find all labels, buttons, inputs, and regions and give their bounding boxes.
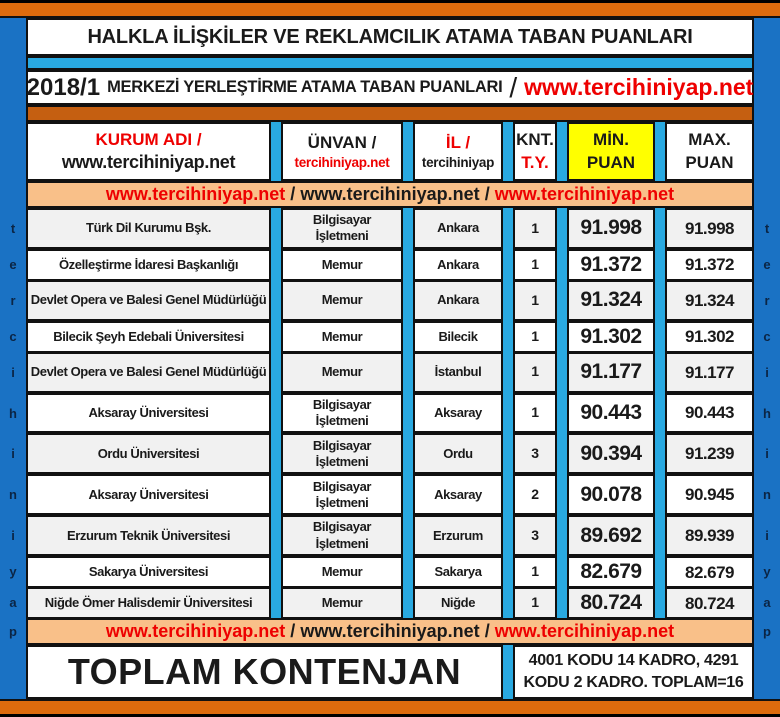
cell-kurum: Aksaray Üniversitesi	[26, 474, 271, 515]
cell-max-puan: 91.239	[665, 433, 754, 474]
left-margin-letter	[0, 352, 26, 393]
footer-kadro-note-line1: 4001 KODU 14 KADRO, 4291	[528, 652, 739, 670]
footer-row	[0, 645, 780, 699]
cell-unvan: Bilgisayar İşletmeni	[281, 474, 403, 515]
subtitle-website-url: www.tercihiniyap.net	[524, 74, 754, 100]
cell-max-puan: 89.939	[665, 515, 754, 556]
cell-kurum: Aksaray Üniversitesi	[26, 393, 271, 434]
cell-knt: 2	[513, 474, 557, 515]
side-letter-left: i	[11, 446, 15, 462]
table-row	[0, 587, 780, 618]
banner-url-2: www.tercihiniyap.net	[300, 621, 480, 641]
cell-il: İstanbul	[413, 352, 503, 393]
cell-unvan: Bilgisayar İşletmeni	[281, 433, 403, 474]
table-row	[0, 249, 780, 280]
right-margin-letter	[754, 474, 780, 515]
cell-il: Ordu	[413, 433, 503, 474]
cell-kurum: Ordu Üniversitesi	[26, 433, 271, 474]
cell-unvan: Memur	[281, 587, 403, 619]
cell-min-puan: 89.692	[567, 515, 655, 556]
right-margin-letter	[754, 433, 780, 474]
right-margin-letter	[754, 393, 780, 434]
table-row	[0, 208, 780, 249]
footer-toplam-kontenjan: TOPLAM KONTENJAN	[26, 645, 503, 699]
cell-il: Niğde	[413, 587, 503, 619]
banner-url-3: www.tercihiniyap.net	[494, 621, 675, 641]
column-header-il-url: tercihiniyap	[421, 154, 495, 170]
side-letter-left: r	[10, 292, 16, 308]
column-header-il-title: İL /	[445, 132, 471, 152]
table-body	[0, 208, 780, 618]
left-margin-letter	[0, 208, 26, 249]
banner-url-3: www.tercihiniyap.net	[494, 184, 675, 204]
banner-url-2: www.tercihiniyap.net	[300, 184, 480, 204]
left-margin-letter	[0, 618, 26, 645]
table-row	[0, 556, 780, 587]
table-row	[0, 280, 780, 321]
cell-kurum: Sakarya Üniversitesi	[26, 556, 271, 588]
side-letter-right: i	[765, 446, 769, 462]
side-letter-right: r	[764, 292, 770, 308]
right-margin-letter	[754, 515, 780, 556]
side-letter-right: p	[763, 624, 771, 639]
cell-max-puan: 91.177	[665, 352, 754, 393]
subtitle-year: 2018/1	[26, 73, 101, 101]
left-margin	[0, 122, 26, 181]
cell-knt: 3	[513, 433, 557, 474]
right-margin-letter	[754, 321, 780, 352]
side-letter-right: y	[763, 564, 771, 580]
cell-kurum: Devlet Opera ve Balesi Genel Müdürlüğü	[26, 280, 271, 321]
right-margin	[754, 181, 780, 208]
cell-unvan: Memur	[281, 321, 403, 353]
cell-min-puan: 91.177	[567, 352, 655, 393]
side-letter-right: c	[763, 328, 771, 344]
cell-knt: 1	[513, 393, 557, 434]
footer-kadro-note	[513, 645, 754, 699]
left-margin-letter	[0, 280, 26, 321]
column-header-max-puan	[665, 122, 754, 181]
url-banner-bottom	[0, 618, 780, 645]
side-letter-left: n	[9, 487, 17, 503]
table-row	[0, 433, 780, 474]
left-margin-letter	[0, 433, 26, 474]
url-banner-top	[0, 181, 780, 208]
column-header-knt-sub: T.Y.	[521, 152, 549, 172]
left-margin-letter	[0, 556, 26, 587]
cell-max-puan: 90.443	[665, 393, 754, 434]
side-letter-right: e	[763, 256, 771, 272]
top-orange-border	[0, 3, 780, 18]
cell-il: Aksaray	[413, 393, 503, 434]
cell-il: Ankara	[413, 280, 503, 321]
side-letter-left: h	[9, 405, 17, 421]
cell-kurum: Türk Dil Kurumu Bşk.	[26, 208, 271, 249]
cell-il: Erzurum	[413, 515, 503, 556]
left-margin-letter	[0, 249, 26, 280]
cell-kurum: Bilecik Şeyh Edebali Üniversitesi	[26, 321, 271, 353]
left-margin-letter	[0, 321, 26, 352]
cell-knt: 1	[513, 587, 557, 619]
side-letter-left: c	[9, 328, 17, 344]
column-header-max-sub: PUAN	[685, 152, 734, 172]
cell-knt: 1	[513, 321, 557, 353]
side-letter-left: y	[9, 564, 17, 580]
side-letter-right: h	[763, 405, 771, 421]
right-margin-letter	[754, 249, 780, 280]
right-margin-letter	[754, 556, 780, 587]
left-margin-letter	[0, 587, 26, 618]
side-letter-left: a	[9, 595, 17, 611]
right-margin-letter	[754, 280, 780, 321]
side-letter-left: i	[11, 364, 15, 380]
right-margin-letter	[754, 352, 780, 393]
table-row	[0, 352, 780, 393]
left-margin-letter	[0, 474, 26, 515]
subtitle-separator: /	[509, 71, 518, 103]
left-margin-letter	[0, 393, 26, 434]
left-margin	[0, 645, 26, 699]
cell-max-puan: 91.372	[665, 249, 754, 281]
cell-min-puan: 91.302	[567, 321, 655, 353]
table-row	[0, 321, 780, 352]
cell-min-puan: 90.394	[567, 433, 655, 474]
table-row	[0, 515, 780, 556]
cell-max-puan: 91.302	[665, 321, 754, 353]
side-letter-right: i	[765, 364, 769, 380]
page-title: HALKLA İLİŞKİLER VE REKLAMCILIK ATAMA TABAN PUANLARI	[26, 18, 754, 56]
banner-separator: /	[290, 621, 296, 641]
cell-kurum: Özelleştirme İdaresi Başkanlığı	[26, 249, 271, 281]
cell-kurum: Devlet Opera ve Balesi Genel Müdürlüğü	[26, 352, 271, 393]
column-header-unvan-url: tercihiniyap.net	[294, 154, 390, 170]
right-margin	[754, 122, 780, 181]
side-letter-left: i	[11, 528, 15, 544]
cell-max-puan: 80.724	[665, 587, 754, 619]
table-row	[0, 393, 780, 434]
cell-min-puan: 91.324	[567, 280, 655, 321]
banner-url-1: www.tercihiniyap.net	[105, 184, 286, 204]
footer-kadro-note-line2: KODU 2 KADRO. TOPLAM=16	[523, 674, 744, 691]
side-letter-right: a	[763, 595, 771, 611]
column-header-kurum	[26, 122, 271, 181]
column-header-kurum-title: KURUM ADI /	[95, 129, 202, 149]
side-letter-left: e	[9, 256, 17, 272]
cell-max-puan: 82.679	[665, 556, 754, 588]
cell-knt: 1	[513, 556, 557, 588]
cell-unvan: Bilgisayar İşletmeni	[281, 208, 403, 249]
side-letter-right: n	[763, 487, 771, 503]
cell-unvan: Memur	[281, 280, 403, 321]
left-margin-letter	[0, 515, 26, 556]
cell-knt: 3	[513, 515, 557, 556]
right-margin-letter	[754, 587, 780, 618]
table-header-row	[0, 122, 780, 181]
bottom-orange-border	[0, 699, 780, 714]
column-header-unvan-title: ÜNVAN /	[307, 132, 377, 152]
cell-min-puan: 82.679	[567, 556, 655, 588]
subtitle-label: MERKEZİ YERLEŞTİRME ATAMA TABAN PUANLARI	[107, 78, 503, 96]
cell-unvan: Memur	[281, 352, 403, 393]
cell-kurum: Niğde Ömer Halisdemir Üniversitesi	[26, 587, 271, 619]
orange-divider-bar	[26, 105, 754, 122]
cell-knt: 1	[513, 208, 557, 249]
cell-unvan: Memur	[281, 556, 403, 588]
cyan-divider-bar	[26, 56, 754, 70]
banner-separator: /	[484, 621, 490, 641]
cell-min-puan: 90.443	[567, 393, 655, 434]
column-header-knt-title: KNT.	[516, 130, 554, 150]
column-header-min-sub: PUAN	[586, 152, 636, 172]
cell-max-puan: 91.998	[665, 208, 754, 249]
cell-unvan: Memur	[281, 249, 403, 281]
column-header-il	[413, 122, 503, 181]
right-margin-letter	[754, 618, 780, 645]
column-header-knt	[513, 122, 557, 181]
column-header-min-title: MİN.	[593, 130, 629, 150]
cell-il: Sakarya	[413, 556, 503, 588]
side-letter-left: p	[9, 624, 17, 639]
cell-knt: 1	[513, 352, 557, 393]
subtitle-bar	[26, 70, 754, 105]
cell-il: Aksaray	[413, 474, 503, 515]
cell-kurum: Erzurum Teknik Üniversitesi	[26, 515, 271, 556]
cell-max-puan: 90.945	[665, 474, 754, 515]
cell-knt: 1	[513, 280, 557, 321]
column-header-kurum-url: www.tercihiniyap.net	[61, 151, 236, 172]
side-letter-left: t	[10, 220, 16, 236]
cell-min-puan: 80.724	[567, 587, 655, 619]
column-header-unvan	[281, 122, 403, 181]
right-margin	[754, 645, 780, 699]
banner-separator: /	[484, 184, 490, 204]
cell-unvan: Bilgisayar İşletmeni	[281, 393, 403, 434]
cell-il: Ankara	[413, 249, 503, 281]
banner-separator: /	[290, 184, 296, 204]
table-row	[0, 474, 780, 515]
right-margin-letter	[754, 208, 780, 249]
cell-knt: 1	[513, 249, 557, 281]
column-header-max-title: MAX.	[688, 130, 731, 150]
cell-min-puan: 90.078	[567, 474, 655, 515]
side-letter-right: t	[764, 220, 770, 236]
cell-max-puan: 91.324	[665, 280, 754, 321]
cell-min-puan: 91.372	[567, 249, 655, 281]
banner-url-1: www.tercihiniyap.net	[105, 621, 286, 641]
column-header-min-puan	[567, 122, 655, 181]
side-letter-right: i	[765, 528, 769, 544]
cell-min-puan: 91.998	[567, 208, 655, 249]
cell-unvan: Bilgisayar İşletmeni	[281, 515, 403, 556]
left-margin	[0, 181, 26, 208]
cell-il: Ankara	[413, 208, 503, 249]
cell-il: Bilecik	[413, 321, 503, 353]
